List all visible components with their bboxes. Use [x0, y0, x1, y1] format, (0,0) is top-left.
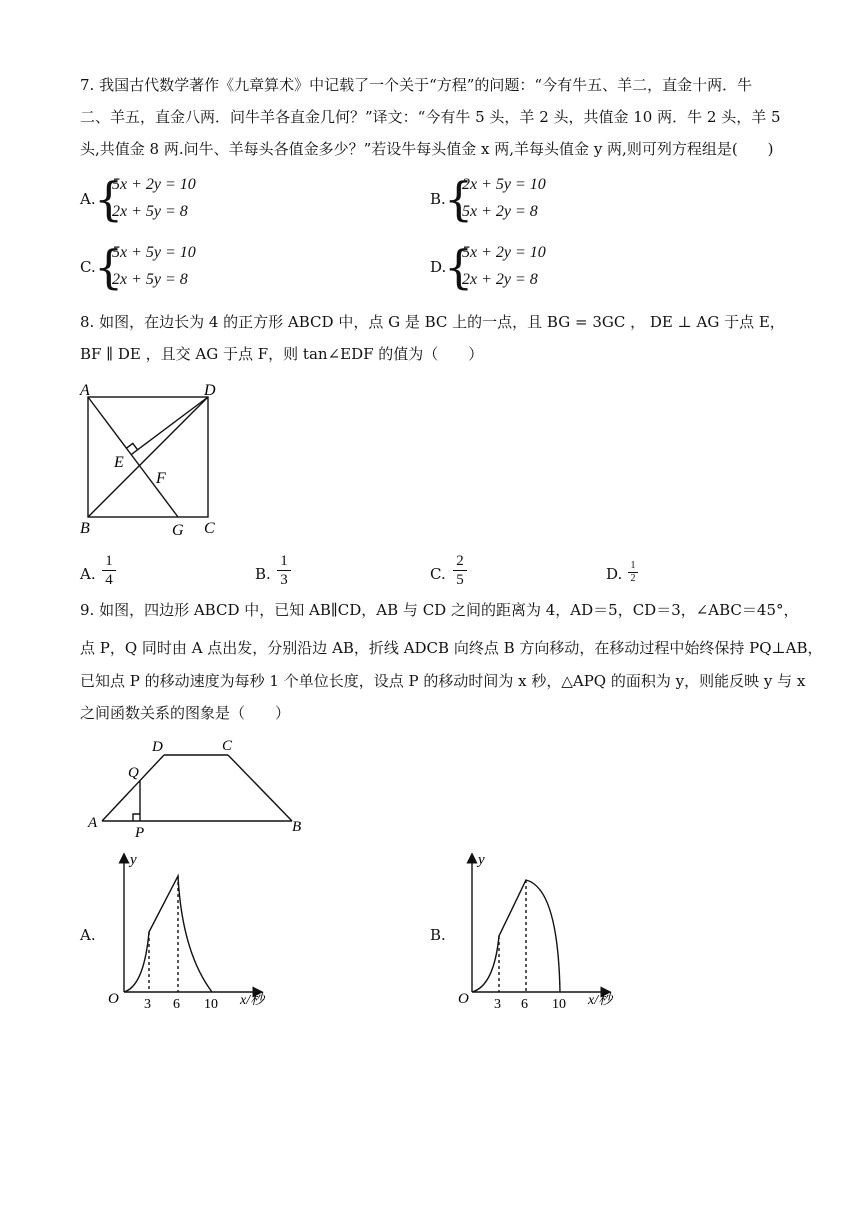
q8-stem-line1: 8. 如图，在边长为 4 的正方形 ABCD 中，点 G 是 BC 上的一点，且 BG = 3GC ， DE ⊥ AG 于点 E，: [80, 313, 785, 331]
q7-stem-line2: 二、羊五，直金八两．问牛羊各直金几何？”译文：“今有牛 5 头，羊 2 头，共值金 10 两．牛 2 头，羊 5: [80, 108, 781, 126]
q8-option-d-denominator: 2: [628, 572, 638, 585]
q9-option-a-graph: [100, 848, 275, 1013]
q9-stem-line3: 已知点 P 的移动速度为每秒 1 个单位长度，设点 P 的移动时间为 x 秒，△APQ 的面积为 y，则能反映 y 与 x: [80, 672, 806, 690]
y-axis-label: y: [130, 852, 137, 868]
q7-option-a-eq2: 2x + 5y = 8: [112, 203, 188, 220]
segment-cb: [228, 755, 292, 821]
function-curve: [472, 880, 560, 992]
q8-option-c-denominator: 5: [453, 570, 467, 589]
q9-stem-line1: 9. 如图，四边形 ABCD 中，已知 AB∥CD，AB 与 CD 之间的距离为 4，AD＝5，CD＝3，∠ABC＝45°，: [80, 601, 799, 619]
q7-option-a-label: A.: [80, 190, 96, 208]
q9-option-a-label: A.: [80, 926, 96, 944]
q8-option-a-label: A.: [80, 565, 96, 583]
q8-option-b-numerator: 1: [280, 553, 288, 569]
tick-label-3: 3: [144, 997, 151, 1012]
q8-option-d-fraction: [628, 560, 638, 585]
q7-option-d-label: D.: [430, 258, 447, 276]
label-f: F: [156, 470, 166, 487]
label-a: A: [80, 382, 90, 399]
q8-square-figure: [70, 375, 230, 545]
q8-option-b-denominator: 3: [277, 570, 291, 589]
origin-label: O: [458, 991, 469, 1007]
label-c: C: [204, 520, 215, 537]
q8-option-d-label: D.: [606, 565, 623, 583]
q7-option-d-brace: {: [444, 240, 474, 294]
q7-option-c-eq2: 2x + 5y = 8: [112, 271, 188, 288]
label-b: B: [292, 819, 302, 835]
q8-option-a-fraction: [102, 552, 116, 589]
q7-option-b-eq1: 2x + 5y = 10: [462, 176, 546, 193]
q8-option-c-fraction: [453, 552, 467, 589]
right-angle-mark: [133, 814, 140, 821]
function-curve: [124, 876, 212, 992]
q7-option-d-eq1: 5x + 2y = 10: [462, 244, 546, 261]
label-c: C: [222, 738, 233, 754]
q8-option-a-denominator: 4: [102, 570, 116, 589]
q9-trapezoid-figure: [80, 733, 320, 843]
q9-option-b-label: B.: [430, 926, 446, 944]
segment-de: [131, 397, 208, 455]
q8-option-c-label: C.: [430, 565, 446, 583]
tick-label-10: 10: [552, 997, 566, 1012]
q7-option-c-brace: {: [94, 240, 124, 294]
q8-option-b-fraction: [277, 552, 291, 589]
q7-option-a-brace: {: [94, 172, 124, 226]
q9-stem-line2: 点 P，Q 同时由 A 点出发，分别沿边 AB，折线 ADCB 向终点 B 方向移动，在移动过程中始终保持 PQ⊥AB，: [80, 639, 823, 657]
label-b: B: [80, 520, 90, 537]
label-p: P: [135, 825, 145, 841]
q7-stem-line1: 7. 我国古代数学著作《九章算术》中记载了一个关于“方程”的问题：“今有牛五、羊二，直金十两．牛: [80, 76, 753, 94]
tick-label-10: 10: [204, 997, 218, 1012]
segment-ag: [88, 397, 178, 517]
q8-option-c-numerator: 2: [456, 553, 464, 569]
right-angle-mark: [126, 443, 137, 449]
q8-option-b-label: B.: [255, 565, 271, 583]
q7-option-c-label: C.: [80, 258, 96, 276]
x-axis-label: x/秒: [240, 993, 265, 1008]
q7-option-b-eq2: 5x + 2y = 8: [462, 203, 538, 220]
label-d: D: [204, 382, 216, 399]
q7-option-b-brace: {: [444, 172, 474, 226]
label-e: E: [114, 454, 124, 471]
q8-option-a-numerator: 1: [105, 553, 113, 569]
q7-option-a-eq1: 5x + 2y = 10: [112, 176, 196, 193]
q7-option-b-label: B.: [430, 190, 446, 208]
y-axis-label: y: [478, 852, 485, 868]
tick-label-6: 6: [521, 997, 528, 1012]
q9-stem-line4: 之间函数关系的图象是（ ）: [80, 704, 291, 722]
segment-bd: [88, 397, 208, 517]
q7-option-c-eq1: 5x + 5y = 10: [112, 244, 196, 261]
q9-option-b-graph: [448, 848, 623, 1013]
label-g: G: [172, 522, 184, 539]
q8-option-d-numerator: 1: [630, 560, 636, 571]
q7-stem-line3: 头,共值金 8 两.问牛、羊每头各值金多少？”若设牛每头值金 x 两,羊每头值金 y 两,则可列方程组是( ): [80, 140, 774, 158]
x-axis-label: x/秒: [588, 993, 613, 1008]
label-d: D: [152, 739, 163, 755]
tick-label-6: 6: [173, 997, 180, 1012]
tick-label-3: 3: [494, 997, 501, 1012]
label-q: Q: [128, 765, 139, 781]
q8-stem-line2: BF ∥ DE ，且交 AG 于点 F，则 tan∠EDF 的值为（ ）: [80, 345, 484, 363]
origin-label: O: [108, 991, 119, 1007]
label-a: A: [88, 815, 98, 831]
q7-option-d-eq2: 2x + 2y = 8: [462, 271, 538, 288]
